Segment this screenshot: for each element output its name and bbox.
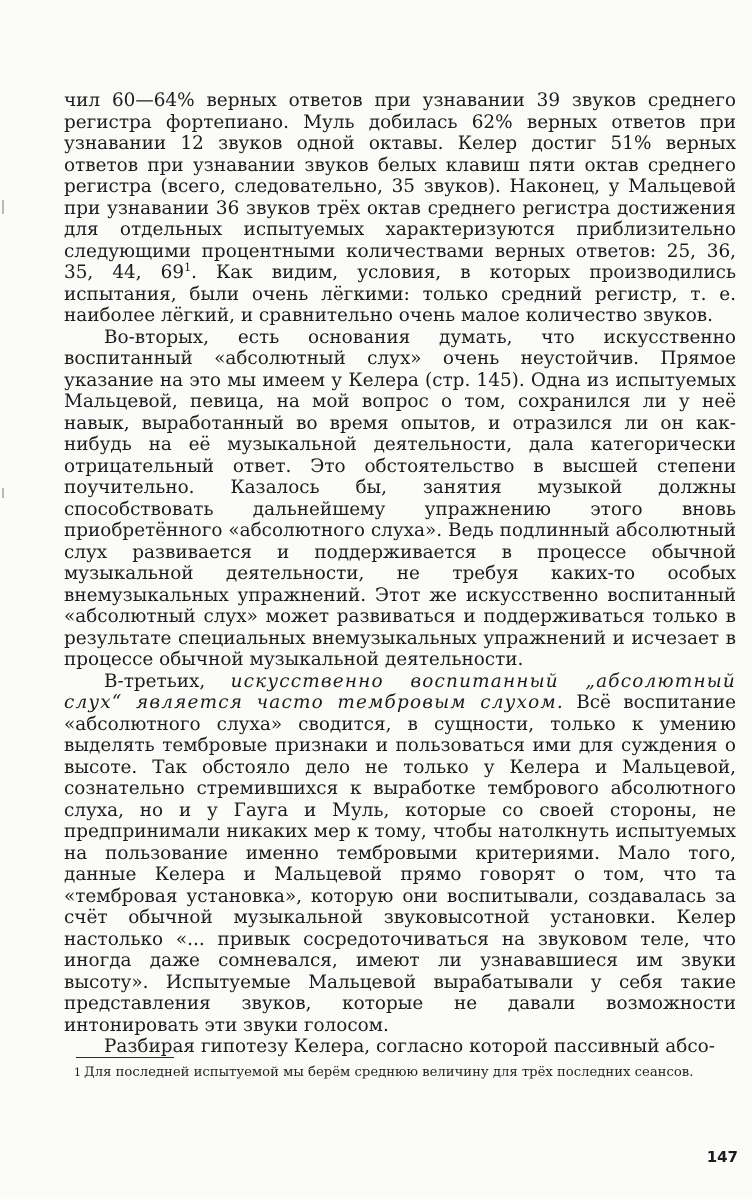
paragraph-3-rest: Всё воспитание «абсолютного слуха» сводится, в сущности, только к умению выделять тембровые признаки и пользоваться ими для суждения о высоте. Так обстояло дело не только у Келера и Мальцевой, сознательно стремившихся к выработке тембрового абсолютного слуха, но и у Гауга и Муль, которые со своей стороны, не предпринимали никаких мер к тому, чтобы натолкнуть испытуемых на пользование именно тембровыми критериями. Мало того, данные Келера и Мальцевой прямо говорят о том, что та «тембровая установка», которую они воспитывали, создавалась за счёт обычной музыкальной звуковысотной установки. Келер настолько «... привык сосредоточиваться на звуковом теле, что иногда даже сомневался, имеют ли узнававшиеся им звуки высоту». Испытуемые Мальцевой вырабатывали у себя такие представления звуков, которые не давали возможности интонировать эти звуки голосом.	[64, 692, 737, 1036]
footnote-number: 1	[74, 1066, 81, 1079]
paragraph-1-after-footnote: . Как видим, условия, в которых производились испытания, были очень лёгкими: только средний регистр, т. е. наиболее лёгкий, и сравнительно очень малое количество звуков.	[64, 262, 736, 326]
paragraph-3-emphasis: искусственно воспитанный „абсолютный слух“ является часто тембровым слухом.	[64, 670, 736, 713]
footnote-reference-mark: 1	[184, 260, 192, 274]
page-number: 147	[706, 1148, 738, 1166]
body-text	[64, 90, 736, 1058]
paragraph-3-lead: В-третьих,	[104, 670, 231, 692]
scan-margin-mark	[2, 488, 4, 498]
paragraph-second-point: Во-вторых, есть основания думать, что искусственно воспитанный «абсолютный слух» очень неустойчив. Прямое указание на это мы имеем у Келера (стр. 145). Одна из испытуемых Мальцевой, певица, на мой вопрос о том, сохранился ли у неё навык, выработанный во время опытов, и отразился ли он как-нибудь на её музыкальной деятельности, дала категорически отрицательный ответ. Это обстоятельство в высшей степени поучительно. Казалось бы, занятия музыкой должны способствовать дальнейшему упражнению этого вновь приобретённого «абсолютного слуха». Ведь подлинный абсолютный слух развивается и поддерживается в процессе обычной музыкальной деятельности, не требуя каких-то особых внемузыкальных упражнений. Этот же искусственно воспитанный «абсолютный слух» может развиваться и поддерживаться только в результате специальных внемузыкальных упражнений и исчезает в процессе обычной музыкальной деятельности.	[64, 326, 736, 670]
footnote-divider	[76, 1057, 174, 1058]
scan-margin-mark	[2, 200, 4, 214]
paragraph-third-point	[64, 671, 736, 1037]
footnote	[74, 1064, 738, 1081]
paragraph-1-before-footnote: чил 60—64% верных ответов при узнавании 39 звуков среднего регистра фортепиано. Муль добилась 62% верных ответов при узнавании 12 звуков одной октавы. Келер достиг 51% верных ответов при узнавании звуков белых клавиш пяти октав среднего регистра (всего, следовательно, 35 звуков). Наконец, у Мальцевой при узнавании 36 звуков трёх октав среднего регистра достижения для отдельных испытуемых характеризуются приблизительно следующими процентными количествами верных ответов: 25, 36, 35, 44, 69	[64, 90, 736, 283]
footnote-text: Для последней испытуемой мы берём среднюю величину для трёх последних сеансов.	[84, 1065, 694, 1080]
paragraph-continuation	[64, 90, 736, 327]
paragraph-hypothesis: Разбирая гипотезу Келера, согласно которой пассивный абсо-	[104, 1036, 715, 1057]
